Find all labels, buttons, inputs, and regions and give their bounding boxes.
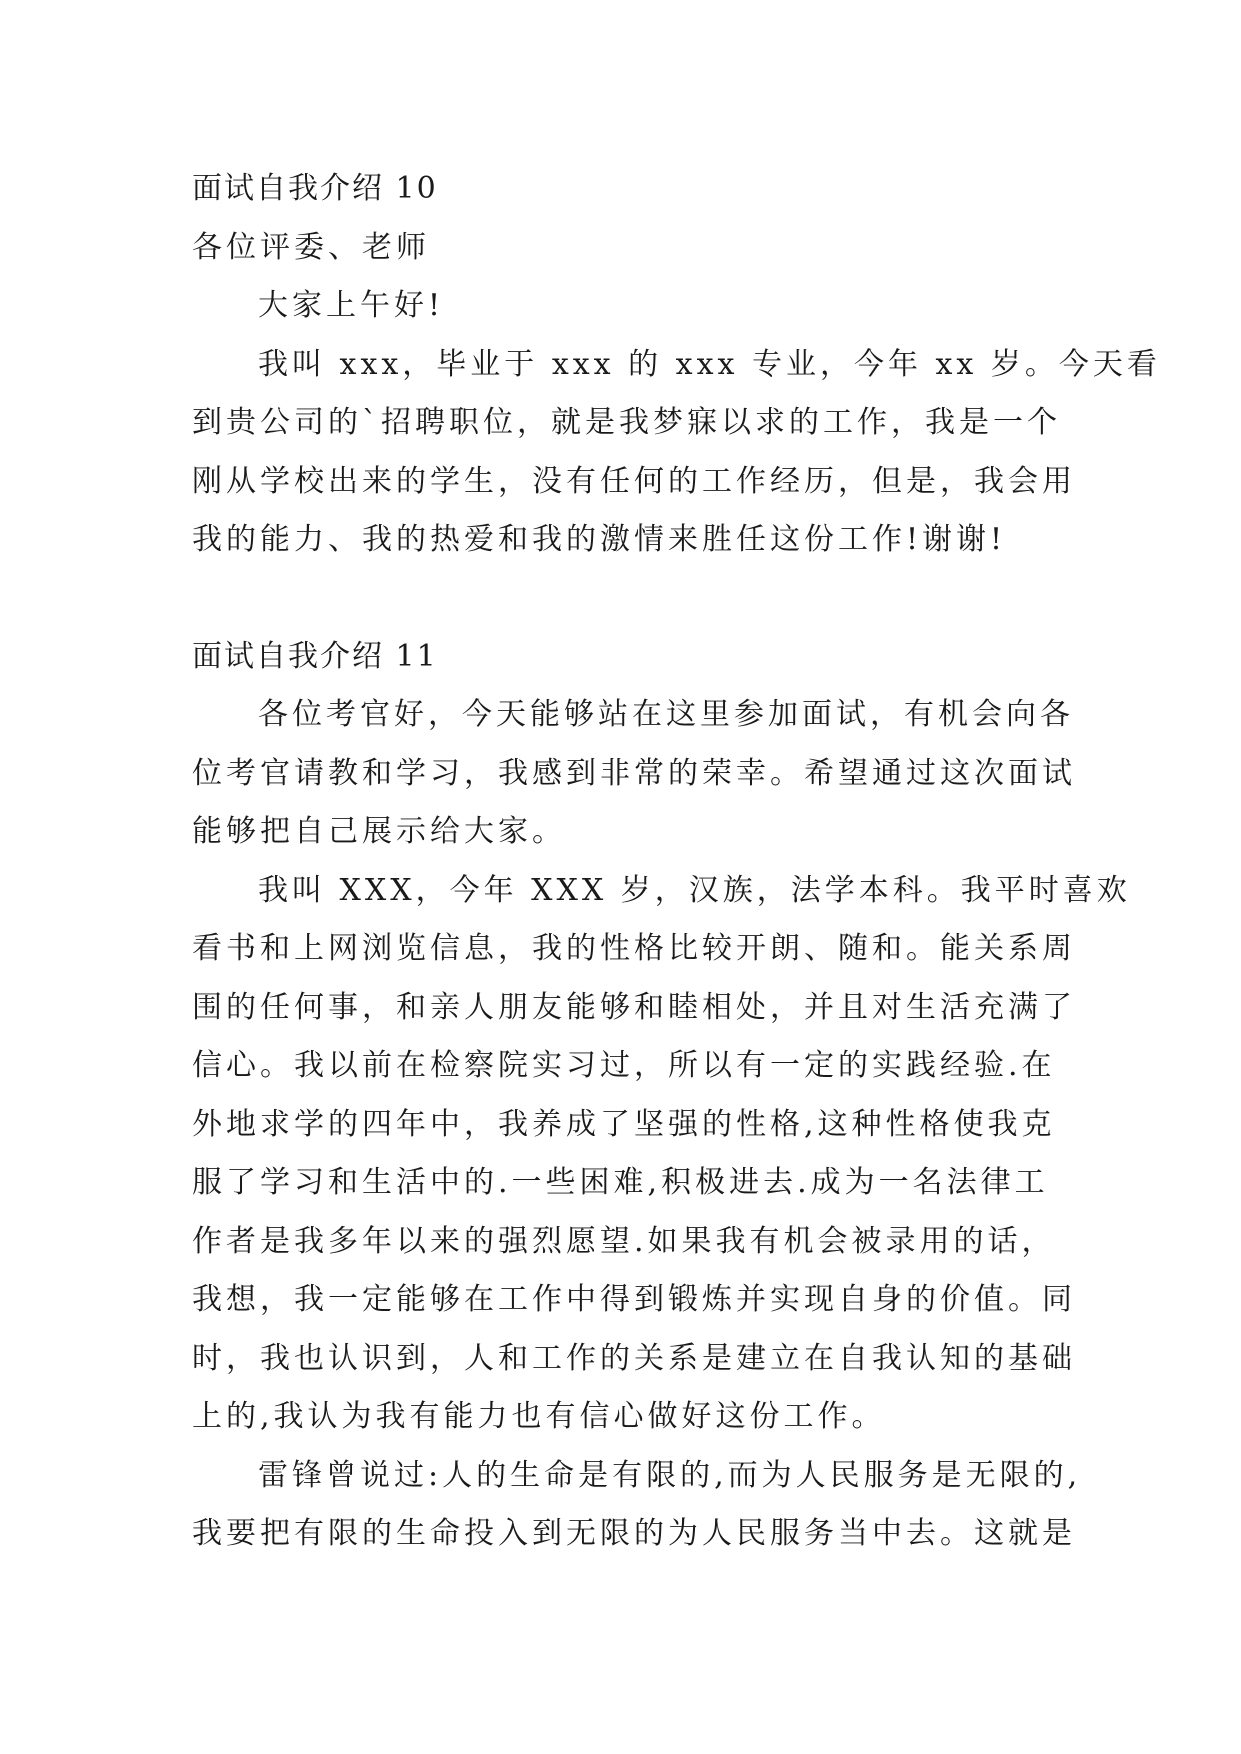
paragraph-line: 位考官请教和学习，我感到非常的荣幸。希望通过这次面试 bbox=[192, 755, 1076, 791]
paragraph-line: 我要把有限的生命投入到无限的为人民服务当中去。这就是 bbox=[192, 1516, 1076, 1551]
paragraph-line: 雷锋曾说过:人的生命是有限的,而为人民服务是无限的, bbox=[258, 1457, 1082, 1493]
paragraph-line: 能够把自己展示给大家。 bbox=[192, 814, 566, 849]
paragraph-line: 我叫 XXX，今年 XXX 岁，汉族，法学本科。我平时喜欢 bbox=[258, 872, 1131, 908]
paragraph-line: 我叫 xxx，毕业于 xxx 的 xxx 专业，今年 xx 岁。今天看 bbox=[258, 346, 1161, 382]
paragraph-line: 围的任何事，和亲人朋友能够和睦相处，并且对生活充满了 bbox=[192, 989, 1076, 1025]
paragraph-line: 外地求学的四年中，我养成了坚强的性格,这种性格使我克 bbox=[192, 1106, 1056, 1142]
document-page bbox=[192, 160, 1161, 1564]
section-10-greeting: 大家上午好! bbox=[258, 288, 445, 323]
section-10-title: 面试自我介绍 10 bbox=[192, 171, 438, 206]
paragraph-line: 到贵公司的`招聘职位，就是我梦寐以求的工作，我是一个 bbox=[192, 405, 1061, 440]
section-11-paragraph-3 bbox=[192, 1447, 1082, 1564]
paragraph-line: 看书和上网浏览信息，我的性格比较开朗、随和。能关系周 bbox=[192, 931, 1076, 966]
section-10-paragraph-1 bbox=[192, 336, 1161, 570]
paragraph-line: 信心。我以前在检察院实习过，所以有一定的实践经验.在 bbox=[192, 1048, 1056, 1083]
section-spacer bbox=[192, 570, 1062, 628]
paragraph-line: 上的,我认为我有能力也有信心做好这份工作。 bbox=[192, 1399, 886, 1434]
section-11-paragraph-1 bbox=[192, 686, 1076, 862]
section-10-salutation: 各位评委、老师 bbox=[192, 229, 430, 265]
paragraph-line: 各位考官好，今天能够站在这里参加面试，有机会向各 bbox=[258, 697, 1074, 732]
paragraph-line: 我的能力、我的热爱和我的激情来胜任这份工作!谢谢! bbox=[192, 522, 1007, 557]
paragraph-line: 时，我也认识到，人和工作的关系是建立在自我认知的基础 bbox=[192, 1340, 1076, 1376]
section-11-paragraph-2 bbox=[192, 862, 1131, 1447]
paragraph-line: 我想，我一定能够在工作中得到锻炼并实现自身的价值。同 bbox=[192, 1282, 1076, 1317]
paragraph-line: 刚从学校出来的学生，没有任何的工作经历，但是，我会用 bbox=[192, 463, 1076, 499]
paragraph-line: 作者是我多年以来的强烈愿望.如果我有机会被录用的话， bbox=[192, 1223, 1056, 1259]
paragraph-line: 服了学习和生活中的.一些困难,积极进去.成为一名法律工 bbox=[192, 1165, 1049, 1200]
section-11-title: 面试自我介绍 11 bbox=[192, 638, 438, 674]
